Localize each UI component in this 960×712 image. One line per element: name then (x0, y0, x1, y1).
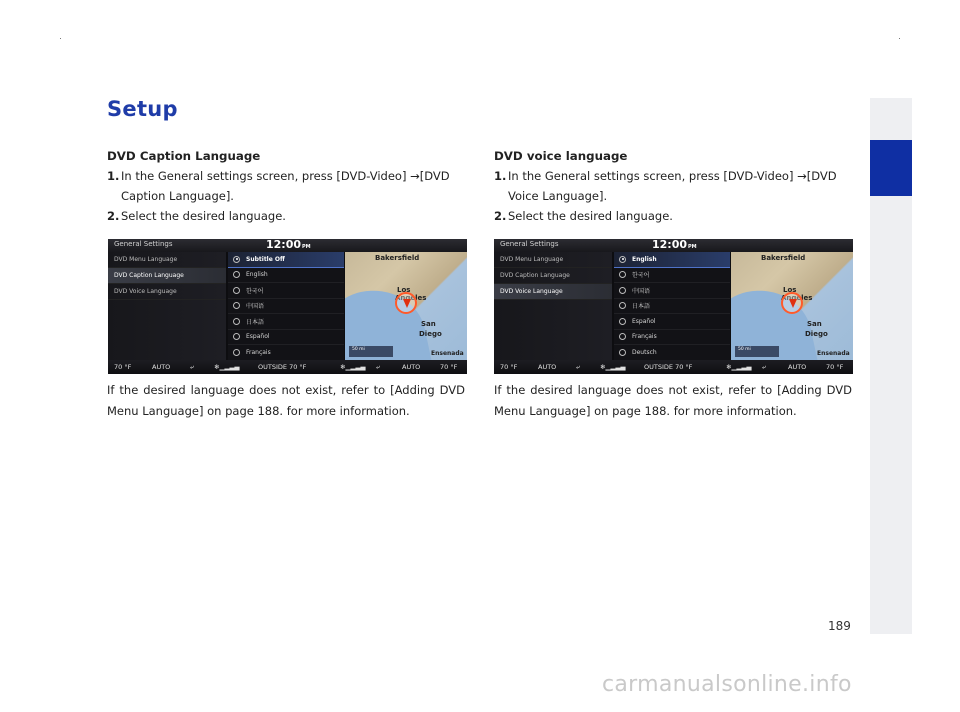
menu-item-dvd-voice-language[interactable]: DVD Voice Language (494, 284, 612, 300)
map-label-bakersfield: Bakersfield (375, 254, 420, 262)
auto-right[interactable]: AUTO (402, 363, 421, 371)
map-label-ensenada: Ensenada (431, 350, 464, 357)
screen-menu (494, 252, 612, 360)
radio-icon (233, 318, 240, 325)
outside-temp: OUTSIDE 70 °F (258, 363, 307, 371)
airflow-icon[interactable]: ⤶ (190, 363, 194, 371)
climate-bar (108, 360, 467, 374)
screenshot-caption-language (108, 239, 467, 374)
menu-item-dvd-voice-language[interactable]: DVD Voice Language (108, 284, 226, 300)
section-heading: DVD Caption Language (107, 149, 261, 163)
step-number: 2. (494, 209, 507, 223)
fan-icon[interactable]: ❄▁▂▃▄ (214, 363, 240, 371)
fan-icon-right[interactable]: ❄▁▂▃▄ (340, 363, 366, 371)
radio-icon (233, 349, 240, 356)
radio-icon (233, 287, 240, 294)
section-heading: DVD voice language (494, 149, 628, 163)
location-pin-icon (781, 292, 803, 314)
radio-icon (619, 333, 626, 340)
screen-header (494, 239, 853, 252)
option-item[interactable]: Deutsch (614, 345, 730, 361)
corner-mark-left (60, 38, 61, 39)
step-1 (107, 166, 467, 206)
fan-icon-right[interactable]: ❄▁▂▃▄ (726, 363, 752, 371)
screen-clock: 12:00PM (652, 239, 697, 251)
menu-item-dvd-caption-language[interactable]: DVD Caption Language (494, 268, 612, 284)
screen-options (228, 252, 344, 360)
step-text: In the General settings screen, press [DVD-Video] →[DVD Voice Language]. (508, 169, 837, 203)
fan-icon[interactable]: ❄▁▂▃▄ (600, 363, 626, 371)
step-text: Select the desired language. (121, 209, 286, 223)
screen-title: General Settings (500, 240, 559, 248)
step-number: 2. (107, 209, 120, 223)
temp-left[interactable]: 70 °F (500, 363, 518, 371)
climate-bar (494, 360, 853, 374)
option-item[interactable]: 中国语 (228, 299, 344, 315)
section-voice-language (494, 146, 854, 226)
radio-icon (233, 333, 240, 340)
note-voice-language: If the desired language does not exist, refer to [Adding DVD Menu Language] on page 188. for more information. (494, 383, 852, 418)
note-caption-language: If the desired language does not exist, refer to [Adding DVD Menu Language] on page 188. for more information. (107, 383, 465, 418)
option-item[interactable]: English (614, 252, 730, 268)
option-item[interactable]: Français (228, 345, 344, 361)
screen-header (108, 239, 467, 252)
chapter-tab (870, 140, 912, 196)
screen-clock: 12:00PM (266, 239, 311, 251)
temp-right[interactable]: 70 °F (440, 363, 458, 371)
option-item[interactable]: Subtitle Off (228, 252, 344, 268)
radio-icon (233, 302, 240, 309)
radio-icon (619, 271, 626, 278)
page-title: Setup (107, 97, 178, 121)
map-label-angeles: Angeles (395, 294, 427, 302)
auto-right[interactable]: AUTO (788, 363, 807, 371)
menu-item-dvd-menu-language[interactable]: DVD Menu Language (494, 252, 612, 268)
page-number: 189 (828, 619, 851, 633)
location-pin-icon (395, 292, 417, 314)
map-label-los: Los (783, 286, 797, 294)
option-item[interactable]: 日本語 (614, 299, 730, 315)
option-item[interactable]: 한국어 (228, 283, 344, 299)
map-label-diego: Diego (419, 330, 442, 338)
auto-left[interactable]: AUTO (152, 363, 171, 371)
navigation-map[interactable] (731, 252, 853, 360)
option-item[interactable]: Español (614, 314, 730, 330)
watermark: carmanualsonline.info (602, 672, 852, 697)
screen-title: General Settings (114, 240, 173, 248)
menu-item-dvd-menu-language[interactable]: DVD Menu Language (108, 252, 226, 268)
step-number: 1. (107, 169, 120, 183)
step-text: Select the desired language. (508, 209, 673, 223)
step-2 (494, 206, 854, 226)
radio-selected-icon (619, 256, 626, 263)
map-label-diego: Diego (805, 330, 828, 338)
step-number: 1. (494, 169, 507, 183)
screenshot-voice-language (494, 239, 853, 374)
radio-icon (619, 302, 626, 309)
radio-selected-icon (233, 256, 240, 263)
map-scale: 50 mi (735, 346, 779, 357)
airflow-icon[interactable]: ⤶ (576, 363, 580, 371)
option-item[interactable]: 한국어 (614, 268, 730, 284)
corner-mark-right (899, 38, 900, 39)
option-item[interactable]: 中国语 (614, 283, 730, 299)
temp-left[interactable]: 70 °F (114, 363, 132, 371)
screen-menu (108, 252, 226, 360)
radio-icon (619, 349, 626, 356)
airflow-icon-right[interactable]: ⤶ (762, 363, 766, 371)
step-1 (494, 166, 854, 206)
map-label-san: San (807, 320, 822, 328)
temp-right[interactable]: 70 °F (826, 363, 844, 371)
map-label-angeles: Angeles (781, 294, 813, 302)
map-label-los: Los (397, 286, 411, 294)
outside-temp: OUTSIDE 70 °F (644, 363, 693, 371)
map-scale: 50 mi (349, 346, 393, 357)
map-label-bakersfield: Bakersfield (761, 254, 806, 262)
option-item[interactable]: Español (228, 330, 344, 346)
map-label-san: San (421, 320, 436, 328)
section-caption-language (107, 146, 467, 226)
radio-icon (619, 318, 626, 325)
step-text: In the General settings screen, press [DVD-Video] →[DVD Caption Language]. (121, 169, 450, 203)
navigation-map[interactable] (345, 252, 467, 360)
option-item[interactable]: 日本語 (228, 314, 344, 330)
radio-icon (233, 271, 240, 278)
step-2 (107, 206, 467, 226)
menu-item-dvd-caption-language[interactable]: DVD Caption Language (108, 268, 226, 284)
option-item[interactable]: Français (614, 330, 730, 346)
option-item[interactable]: English (228, 268, 344, 284)
airflow-icon-right[interactable]: ⤶ (376, 363, 380, 371)
auto-left[interactable]: AUTO (538, 363, 557, 371)
map-label-ensenada: Ensenada (817, 350, 850, 357)
radio-icon (619, 287, 626, 294)
screen-options (614, 252, 730, 360)
